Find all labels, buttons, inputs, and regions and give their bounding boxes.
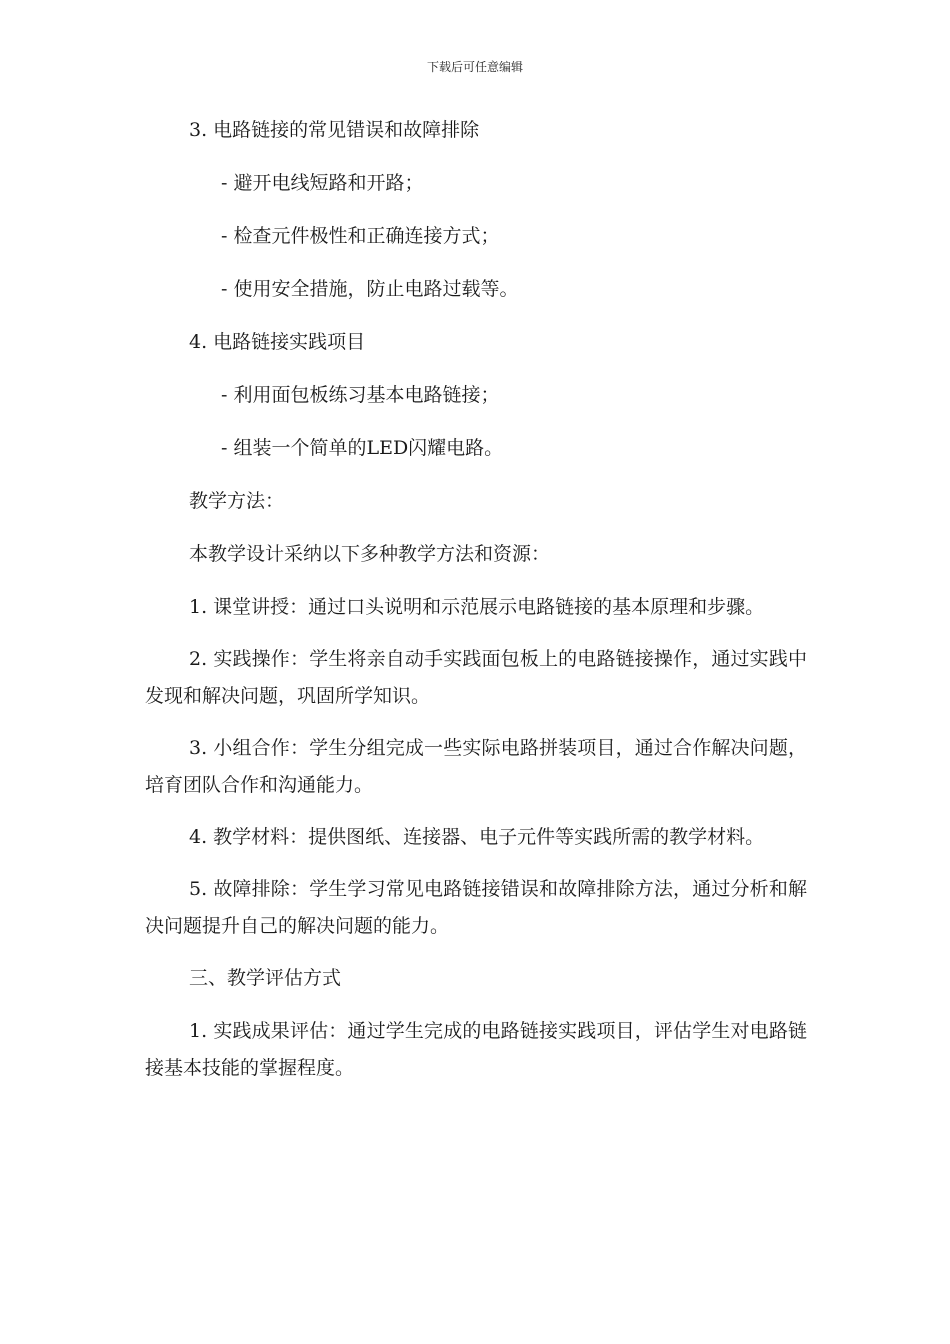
method-paragraph: 5. 故障排除：学生学习常见电路链接错误和故障排除方法，通过分析和解决问题提升自己的解决问题的能力。 xyxy=(145,878,807,937)
page-header: 下载后可任意编辑 xyxy=(426,60,523,74)
section-4-item: - 利用面包板练习基本电路链接； xyxy=(221,384,500,406)
section-4-item: - 组装一个简单的LED闪耀电路。 xyxy=(221,437,504,459)
methods-intro: 本教学设计采纳以下多种教学方法和资源： xyxy=(189,543,551,565)
section-3-item: - 避开电线短路和开路； xyxy=(221,172,424,194)
method-paragraph: 2. 实践操作：学生将亲自动手实践面包板上的电路链接操作，通过实践中发现和解决问题，巩固所学知识。 xyxy=(145,648,807,707)
section-3-title: 3. 电路链接的常见错误和故障排除 xyxy=(189,119,480,141)
section-4-title: 4. 电路链接实践项目 xyxy=(189,331,366,353)
method-paragraph: 3. 小组合作：学生分组完成一些实际电路拼装项目，通过合作解决问题，培育团队合作和沟通能力。 xyxy=(145,737,807,796)
method-paragraph: 1. 课堂讲授：通过口头说明和示范展示电路链接的基本原理和步骤。 xyxy=(189,596,765,618)
section-3-item: - 使用安全措施，防止电路过载等。 xyxy=(221,278,519,300)
methods-heading: 教学方法： xyxy=(189,490,285,512)
method-paragraph: 4. 教学材料：提供图纸、连接器、电子元件等实践所需的教学材料。 xyxy=(189,826,765,848)
evaluation-paragraph: 1. 实践成果评估：通过学生完成的电路链接实践项目，评估学生对电路链接基本技能的掌握程度。 xyxy=(145,1020,807,1079)
section-3-item: - 检查元件极性和正确连接方式； xyxy=(221,225,500,247)
document-body xyxy=(145,112,807,1102)
evaluation-heading: 三、教学评估方式 xyxy=(189,967,342,989)
